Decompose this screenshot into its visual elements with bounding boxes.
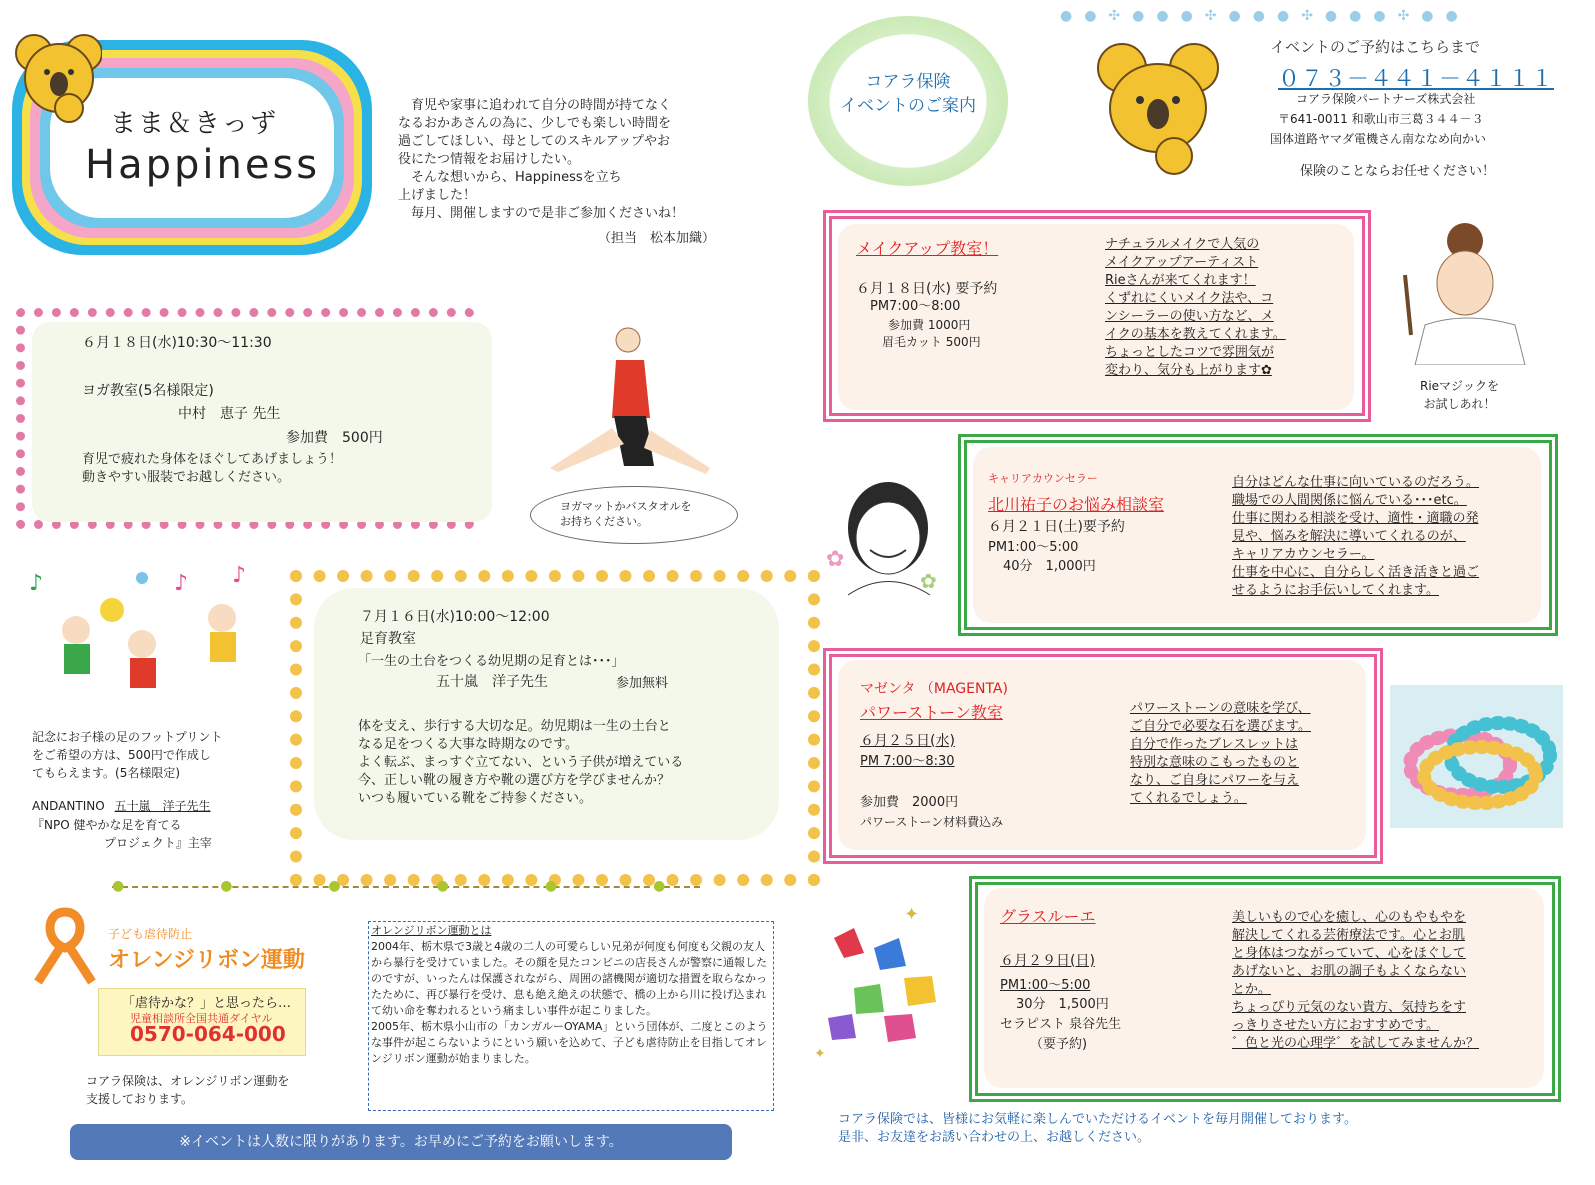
footer-line1: コアラ保険では、皆様にお気軽に楽しんでいただけるイベントを毎月開催しております。 xyxy=(838,1112,1357,1127)
npo-project: 『NPO 健やかな足を育てる プロジェクト』主宰 xyxy=(32,818,212,850)
magenta-time: PM 7:00～8:30 xyxy=(860,754,955,769)
makeup-woman-illustration xyxy=(1385,215,1555,365)
notice-bar: ※イベントは人数に限りがあります。お早めにご予約をお願いします。 xyxy=(70,1124,732,1160)
company-name: コアラ保険パートナーズ株式会社 xyxy=(1296,92,1476,106)
company-address: 〒641-0011 和歌山市三葛３４４－３ xyxy=(1278,112,1484,126)
makeup-caption: Rieマジックを お試しあれ！ xyxy=(1420,379,1500,411)
yoga-bubble-text: ヨガマットかバスタオルを お持ちください。 xyxy=(560,500,692,528)
kids-illustration xyxy=(24,560,264,700)
svg-text:✿: ✿ xyxy=(920,569,937,593)
glass-reserve: （要予約) xyxy=(1030,1037,1088,1052)
glass-teacher: セラピスト 泉谷先生 xyxy=(1000,1017,1122,1032)
yoga-teacher: 中村 恵子 先生 xyxy=(178,406,281,422)
yoga-title: ヨガ教室(5名様限定) xyxy=(82,383,214,399)
magenta-fee-note: パワーストーン材料費込み xyxy=(860,815,1004,829)
career-title: 北川祐子のお悩み相談室 xyxy=(988,495,1165,514)
footprint-note: 記念にお子様の足のフットプリント をご希望の方は、500円で作成し てもらえます。(5名様限定) xyxy=(32,730,223,780)
foot-teacher: 五十嵐 洋子先生 xyxy=(436,674,548,690)
andantino-label: ANDANTINO 五十嵐 洋子先生 xyxy=(32,799,211,813)
intro-text: 育児や家事に追われて自分の時間が持てなく なるおかあさんの為に、少しでも楽しい時間を 過ごしてほしい、母としてのスキルアップやお 役にたつ情報をお届けしたい。 そんな想いから、Happinessを立ち 上げました！ 毎月、開催しますので是非ご参加くださいね！ xyxy=(398,98,685,221)
orange-small: 子ども虐待防止 xyxy=(108,927,193,941)
yoga-datetime: ６月１８日(水)10:30～11:30 xyxy=(82,335,272,351)
footer-line2: 是非、お友達をお誘い合わせの上、お越しください。 xyxy=(838,1130,1151,1145)
reserve-label: イベントのご予約はこちらまで xyxy=(1270,38,1481,56)
bracelet-photo xyxy=(1390,685,1563,828)
koala-mascot-icon xyxy=(1094,38,1224,178)
orange-ribbon-icon xyxy=(30,906,100,986)
glass-time: PM1:00～5:00 xyxy=(1000,978,1091,993)
dial-label: 児童相談所全国共通ダイヤル xyxy=(130,1012,273,1025)
yoga-desc: 育児で疲れた身体をほぐしてあげましょう！ 動きやすい服装でお越しください。 xyxy=(82,452,343,485)
header-title-en: Happiness xyxy=(85,142,321,188)
foot-title: 足育教室 xyxy=(360,631,416,647)
divider-dots: ●●●●●● xyxy=(112,878,762,894)
makeup-title: メイクアップ教室！ xyxy=(856,239,999,258)
career-desc: 自分はどんな仕事に向いているのだろう。 職場での人間関係に悩んでいる･･･etc。 仕事に関わる相談を受け、適性・適職の発 見や、悩みを解決に導いてくれるのが、 キャリアカウンセラー。 仕事を中心に、自分らしく活き活きと過ご せるようにお手伝いしてくれます。 xyxy=(1232,475,1480,598)
foot-desc: 体を支え、歩行する大切な足。幼児期は一生の土台と なる足をつくる大事な時期なのです。 よく転ぶ、まっすぐ立てない、という子供が増えている 今、正しい靴の履き方や靴の選び方を学びませんか？ いつも履いている靴をご持参ください。 xyxy=(358,719,684,806)
counselor-portrait xyxy=(826,470,946,620)
makeup-date: ６月１８日(水) 要予約 xyxy=(856,281,998,297)
magenta-desc: パワーストーンの意味を学び、 ご自分で必要な石を選びます。 自分で作ったブレスレットは 特別な意味のこもったものと なり、ご自身にパワーを与え てくれるでしょう。 xyxy=(1130,701,1311,806)
orange-about: オレンジリボン運動とは 2004年、栃木県で3歳と4歳の二人の可愛らしい兄弟が何度も何度も父親の友人から暴行を受けていました。その顔を見たコンビニの店長さんが警察に通報したのですが、いったんは保護されながら、周囲の諸機関が適切な措置を取らなかったために、再び暴行を受け、息も絶え絶えの状態で、橋の上から川に投げ込まれて幼い命を奪われるという痛ましい事件が起こりました。 2005年、栃木県小山市の「カンガルーOYAMA」という団体が、二度とこのような事件が起こらないようにという願いを込めて、子ども虐待防止を目指してオレンジリボン運動が始まりました。 xyxy=(371,924,768,1065)
tagline: 保険のことならお任せください！ xyxy=(1300,164,1496,179)
yoga-fee: 参加費 500円 xyxy=(286,430,383,446)
magenta-date: ６月２５日(水) xyxy=(860,733,955,749)
yoga-woman-illustration xyxy=(546,318,716,478)
career-fee: 40分 1,000円 xyxy=(1003,559,1096,574)
phone-number[interactable]: ０７３－４４１－４１１１ xyxy=(1278,67,1555,92)
makeup-fee: 参加費 1000円 xyxy=(888,318,971,332)
staff-name: （担当 松本加織） xyxy=(598,231,716,246)
glass-fee: 30分 1,500円 xyxy=(1016,997,1109,1012)
glass-title: グラスルーエ xyxy=(1000,907,1096,926)
glass-date: ６月２９日(日) xyxy=(1000,953,1095,969)
career-small: キャリアカウンセラー xyxy=(988,472,1098,485)
makeup-time: PM7:00～8:00 xyxy=(870,299,961,314)
dial-question: 「虐待かな？」と思ったら… xyxy=(122,996,292,1011)
header-title-jp: まま＆きっず xyxy=(110,109,279,139)
career-date: ６月２１日(土)要予約 xyxy=(988,519,1125,535)
foot-subtitle: 「一生の土台をつくる幼児期の足育とは･･･」 xyxy=(358,654,625,669)
svg-text:✦: ✦ xyxy=(814,1046,826,1062)
orange-support: コアラ保険は、オレンジリボン運動を 支援しております。 xyxy=(86,1074,290,1106)
svg-text:♪: ♪ xyxy=(174,571,189,596)
foot-datetime: ７月１６日(水)10:00～12:00 xyxy=(360,609,550,625)
dot-row: ●●✣●●●✣●●●✣●●●✣●● xyxy=(1060,8,1470,24)
svg-text:♪: ♪ xyxy=(29,571,44,596)
svg-text:✿: ✿ xyxy=(826,547,845,572)
company-landmark: 国体道路ヤマダ電機さん南ななめ向かい xyxy=(1270,132,1487,146)
makeup-desc: ナチュラルメイクで人気の メイクアップアーティスト Rieさんが来てくれます！ くずれにくいメイク法や、コ ンシーラーの使い方など、メ イクの基本を教えてくれます。 ちょっとしたコツで雰囲気が 変わり、気分も上がります✿ xyxy=(1105,237,1286,378)
badge-title: コアラ保険 イベントのご案内 xyxy=(840,72,976,116)
dial-number[interactable]: 0570-064-000 xyxy=(130,1022,286,1046)
svg-text:♪: ♪ xyxy=(232,563,247,588)
orange-title: オレンジリボン運動 xyxy=(108,948,305,973)
glass-desc: 美しいもので心を癒し、心のもやもやを 解決してくれる芸術療法です。心とお肌 と身体はつながっていて、心をほぐして あげないと、お肌の調子もよくならない とか。 ちょっぴり元気のない貴方、気持ちをす っきりさせたい方におすすめです。 ゛色と光の心理学゛を試してみませんか？ xyxy=(1232,910,1480,1051)
foot-fee: 参加無料 xyxy=(616,676,669,691)
koala-icon xyxy=(12,28,102,128)
svg-text:✦: ✦ xyxy=(904,904,920,925)
makeup-option: 眉毛カット 500円 xyxy=(882,335,981,349)
glass-stones-illustration xyxy=(804,898,964,1068)
magenta-title2: パワーストーン教室 xyxy=(860,703,1003,722)
career-time: PM1:00～5:00 xyxy=(988,540,1079,555)
magenta-title1: マゼンタ （MAGENTA) xyxy=(860,681,1008,697)
magenta-fee: 参加費 2000円 xyxy=(860,795,959,810)
